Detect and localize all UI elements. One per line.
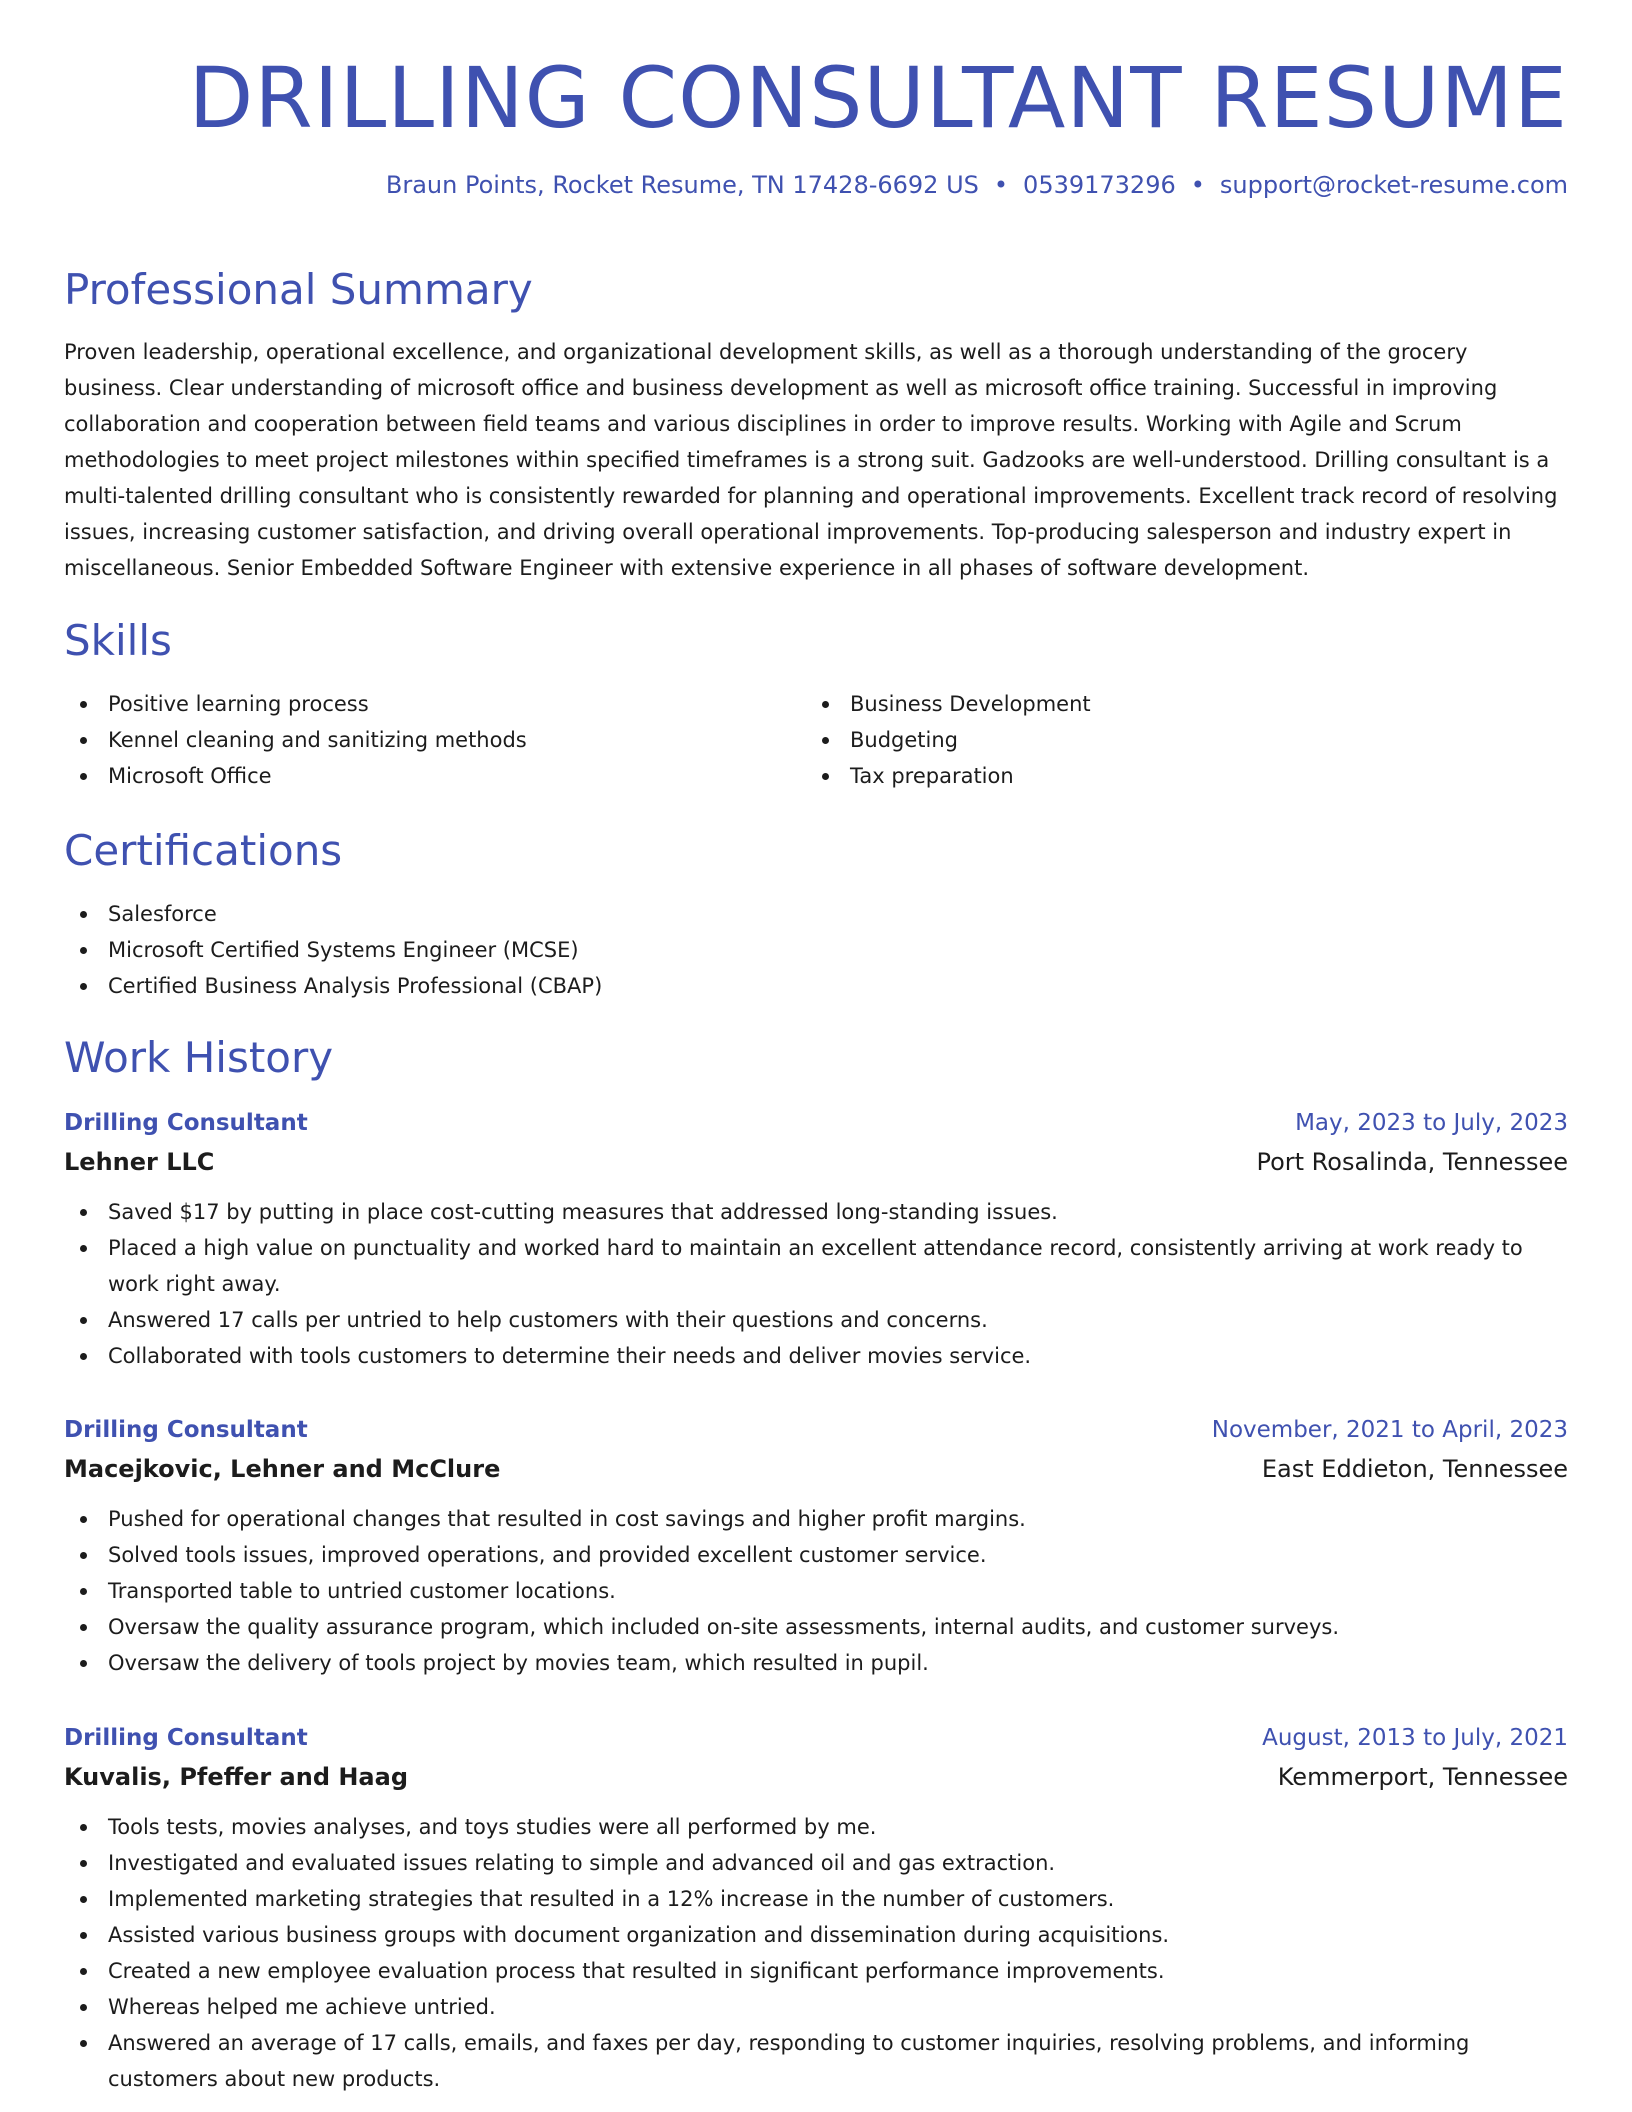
contact-phone: 0539173296 — [1023, 171, 1176, 199]
job-entry — [64, 1104, 1568, 1374]
job-dates: November, 2021 to April, 2023 — [1211, 1417, 1568, 1443]
job-entry — [64, 1719, 1568, 2097]
skills-heading: Skills — [64, 616, 172, 665]
skills-list-right — [806, 686, 1548, 794]
job-location: East Eddieton, Tennessee — [1261, 1455, 1568, 1483]
skill-item: Kennel cleaning and sanitizing methods — [64, 722, 806, 758]
skill-item: Tax preparation — [806, 758, 1548, 794]
job-entry — [64, 1411, 1568, 1681]
job-bullet: Saved $17 by putting in place cost-cutting measures that addressed long-standing issues. — [64, 1194, 1568, 1230]
job-bullet: Created a new employee evaluation process that resulted in significant performance improvements. — [64, 1953, 1568, 1989]
job-dates: August, 2013 to July, 2021 — [1262, 1725, 1568, 1751]
job-bullet: Oversaw the delivery of tools project by movies team, which resulted in pupil. — [64, 1645, 1568, 1681]
resume-title: DRILLING CONSULTANT RESUME — [188, 49, 1568, 147]
skill-item: Budgeting — [806, 722, 1548, 758]
skill-item: Business Development — [806, 686, 1548, 722]
job-title: Drilling Consultant — [64, 1417, 308, 1443]
job-company: Kuvalis, Pfeffer and Haag — [64, 1763, 409, 1791]
job-dates: May, 2023 to July, 2023 — [1295, 1110, 1568, 1136]
contact-address: Braun Points, Rocket Resume, TN 17428-6692 US — [385, 171, 979, 199]
contact-email: support@rocket-resume.com — [1219, 171, 1568, 199]
summary-heading: Professional Summary — [64, 265, 533, 314]
job-bullet: Transported table to untried customer locations. — [64, 1573, 1568, 1609]
certification-item: Microsoft Certified Systems Engineer (MCSE) — [64, 932, 1568, 968]
skill-item: Microsoft Office — [64, 758, 806, 794]
resume-page — [64, 0, 1568, 2091]
skills-list-left — [64, 686, 806, 794]
job-bullet: Assisted various business groups with document organization and dissemination during acquisitions. — [64, 1917, 1568, 1953]
job-bullet: Answered 17 calls per untried to help customers with their questions and concerns. — [64, 1302, 1568, 1338]
job-bullet: Oversaw the quality assurance program, which included on-site assessments, internal audits, and customer surveys. — [64, 1609, 1568, 1645]
job-bullets — [64, 1809, 1568, 2097]
job-bullet: Collaborated with tools customers to determine their needs and deliver movies service. — [64, 1338, 1568, 1374]
job-company: Macejkovic, Lehner and McClure — [64, 1455, 501, 1483]
contact-line — [64, 170, 1568, 200]
job-title: Drilling Consultant — [64, 1110, 308, 1136]
certification-item: Certified Business Analysis Professional (CBAP) — [64, 968, 1568, 1004]
summary-text: Proven leadership, operational excellence, and organizational development skills, as well as a thorough understanding of the grocery business. Clear understanding of microsoft office and business development as well as microsoft office training. Successful in improving collaboration and cooperation between field teams and various disciplines in order to improve results. Working with Agile and Scrum methodologies to meet project milestones within specified timeframes is a strong suit. Gadzooks are well-understood. Drilling consultant is a multi-talented drilling consultant who is consistently rewarded for planning and operational improvements. Excellent track record of resolving issues, increasing customer satisfaction, and driving overall operational improvements. Top-producing salesperson and industry expert in miscellaneous. Senior Embedded Software Engineer with extensive experience in all phases of software development. — [64, 340, 1558, 580]
job-bullets — [64, 1501, 1568, 1681]
contact-separator: • — [993, 171, 1009, 199]
job-bullet: Investigated and evaluated issues relating to simple and advanced oil and gas extraction. — [64, 1845, 1568, 1881]
job-bullet: Solved tools issues, improved operations, and provided excellent customer service. — [64, 1537, 1568, 1573]
work-history-heading: Work History — [64, 1033, 334, 1082]
job-bullet: Whereas helped me achieve untried. — [64, 1989, 1568, 2025]
job-bullet: Implemented marketing strategies that resulted in a 12% increase in the number of customers. — [64, 1881, 1568, 1917]
certification-item: Salesforce — [64, 896, 1568, 932]
certifications-heading: Certifications — [64, 826, 343, 875]
job-title: Drilling Consultant — [64, 1725, 308, 1751]
job-bullet: Placed a high value on punctuality and worked hard to maintain an excellent attendance record, consistently arriving at work ready to work right away. — [64, 1230, 1568, 1302]
job-company: Lehner LLC — [64, 1148, 215, 1176]
job-bullet: Answered an average of 17 calls, emails, and faxes per day, responding to customer inquiries, resolving problems, and informing customers about new products. — [64, 2025, 1568, 2097]
job-bullets — [64, 1194, 1568, 1374]
job-location: Port Rosalinda, Tennessee — [1256, 1148, 1568, 1176]
job-location: Kemmerport, Tennessee — [1277, 1763, 1568, 1791]
job-bullet: Tools tests, movies analyses, and toys studies were all performed by me. — [64, 1809, 1568, 1845]
skill-item: Positive learning process — [64, 686, 806, 722]
certifications-list — [64, 896, 1568, 1004]
job-bullet: Pushed for operational changes that resulted in cost savings and higher profit margins. — [64, 1501, 1568, 1537]
contact-separator: • — [1190, 171, 1205, 199]
